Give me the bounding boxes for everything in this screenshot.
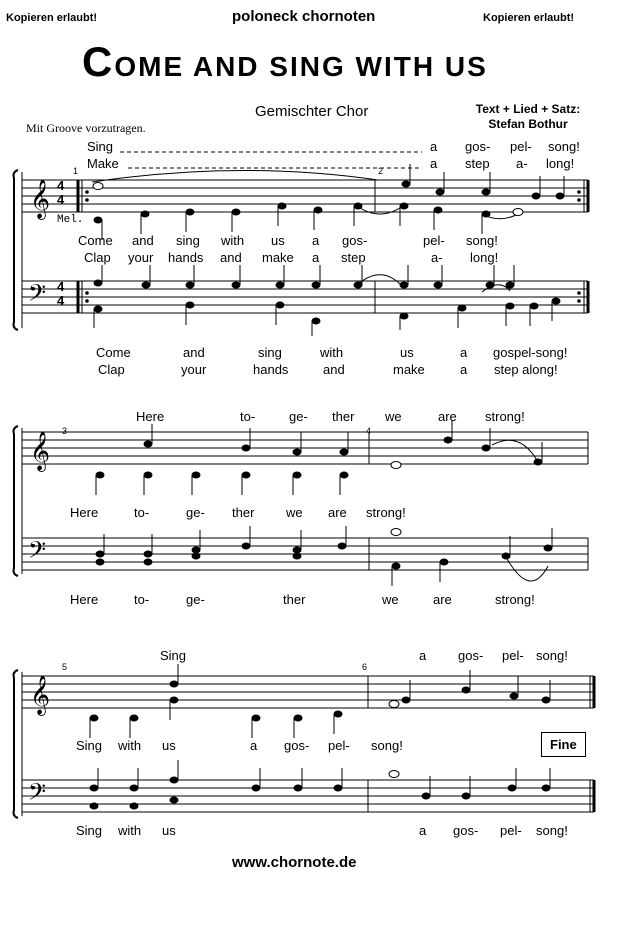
bass-lyric: with (320, 345, 344, 360)
fine-marker: Fine (541, 732, 586, 757)
soprano-lyric: are (438, 409, 457, 424)
measure-number: 3 (62, 426, 68, 436)
alto-lyric: pel- (423, 233, 445, 248)
alto-lyric: us (271, 233, 285, 248)
alto-lyric: ge- (186, 505, 205, 520)
alto-lyric: strong! (366, 505, 406, 520)
alto-lyric: we (286, 505, 303, 520)
soprano-lyric: Here (136, 409, 165, 424)
soprano-lyric: to- (240, 409, 256, 424)
alto-lyric: sing (176, 233, 200, 248)
copy-note-right: Kopieren erlaubt! (483, 12, 575, 24)
soprano-lyric: Make (87, 156, 119, 171)
soprano-lyric: we (385, 409, 402, 424)
bass-lyric: step along! (494, 362, 558, 377)
alto-lyric: with (118, 738, 142, 753)
bass-clef-3: 𝄢 (28, 778, 47, 811)
footer-url[interactable]: www.chornote.de (232, 854, 357, 871)
alto-lyric: a (312, 250, 320, 265)
bass-lyric: pel- (500, 823, 522, 838)
treble-clef-1: 𝄞 (30, 179, 51, 219)
alto-lyric: pel- (328, 738, 350, 753)
bass-lyric: Sing (76, 823, 103, 838)
time-sig-bottom: 4 (57, 293, 65, 308)
bass-lyric: a (419, 823, 427, 838)
notes-system-3 (90, 664, 550, 809)
alto-lyric: Sing (76, 738, 103, 753)
alto-lyric: a (250, 738, 258, 753)
measure-number: 5 (62, 662, 68, 672)
bass-lyric: your (181, 362, 207, 377)
alto-lyric: long! (470, 250, 499, 265)
time-sig-top: 4 (57, 279, 65, 294)
measure-number: 2 (378, 166, 384, 176)
bass-lyric: a (460, 362, 468, 377)
bass-lyric: strong! (495, 592, 535, 607)
bass-lyric: make (393, 362, 425, 377)
bass-lyric: a (460, 345, 468, 360)
title-rest: OME AND SING WITH US (114, 51, 488, 82)
alto-lyric: a (312, 233, 320, 248)
bass-lyric: and (183, 345, 205, 360)
time-signature-bass (57, 280, 64, 308)
alto-lyric: Here (70, 505, 99, 520)
bass-lyric: us (162, 823, 176, 838)
bass-clef-2: 𝄢 (28, 536, 47, 569)
alto-lyric: gos- (284, 738, 310, 753)
soprano-lyric: step (465, 156, 490, 171)
alto-lyric: Come (78, 233, 113, 248)
credit-line-2: Stefan Bothur (488, 117, 568, 131)
soprano-lyric: Sing (87, 139, 114, 154)
time-signature-treble (57, 179, 64, 207)
alto-lyric: a- (431, 250, 443, 265)
staff-2-treble (22, 432, 588, 464)
soprano-lyric: a (430, 139, 438, 154)
soprano-lyric: song! (536, 648, 568, 663)
treble-clef-3: 𝄞 (30, 675, 51, 715)
staff-3-treble (22, 676, 594, 708)
title-initial: C (82, 38, 115, 85)
alto-lyric: are (328, 505, 347, 520)
bass-lyric: ther (283, 592, 306, 607)
soprano-lyric: gos- (465, 139, 491, 154)
bass-lyric: with (118, 823, 142, 838)
alto-lyric: your (128, 250, 154, 265)
measure-number: 6 (362, 662, 368, 672)
soprano-lyric: ther (332, 409, 355, 424)
subtitle: Gemischter Chor (255, 103, 369, 120)
alto-lyric: and (132, 233, 154, 248)
soprano-lyric: a (419, 648, 427, 663)
bass-lyric: hands (253, 362, 289, 377)
bass-lyric: us (400, 345, 414, 360)
soprano-lyric: ge- (289, 409, 308, 424)
soprano-lyric: a (430, 156, 438, 171)
tempo-marking: Mit Groove vorzutragen. (26, 121, 146, 135)
alto-lyric: song! (371, 738, 403, 753)
bass-lyric: song! (536, 823, 568, 838)
bass-lyric: Clap (98, 362, 125, 377)
soprano-lyric: gos- (458, 648, 484, 663)
credit-line-1: Text + Lied + Satz: (475, 102, 581, 116)
alto-lyric: to- (134, 505, 150, 520)
alto-lyric: Clap (84, 250, 111, 265)
time-sig-top: 4 (57, 178, 65, 193)
treble-clef-2: 𝄞 (30, 431, 51, 471)
bass-clef-1: 𝄢 (28, 279, 47, 312)
alto-lyric: ther (232, 505, 255, 520)
bass-lyric: and (323, 362, 345, 377)
measure-number: 4 (366, 426, 372, 436)
bass-lyric: Come (96, 345, 131, 360)
copy-note-left: Kopieren erlaubt! (6, 12, 98, 24)
staff-3-bass (22, 780, 594, 812)
alto-lyric: and (220, 250, 242, 265)
staff-1-treble (22, 180, 588, 212)
alto-lyric: us (162, 738, 176, 753)
soprano-lyric: pel- (510, 139, 532, 154)
soprano-lyric: strong! (485, 409, 525, 424)
alto-lyric: with (221, 233, 245, 248)
alto-lyric: make (262, 250, 294, 265)
bass-lyric: ge- (186, 592, 205, 607)
alto-lyric: hands (168, 250, 204, 265)
bass-lyric: Here (70, 592, 99, 607)
soprano-lyric: a- (516, 156, 528, 171)
alto-lyric: song! (466, 233, 498, 248)
publisher-name: poloneck chornoten (232, 8, 376, 25)
soprano-lyric: song! (548, 139, 580, 154)
bass-lyric: to- (134, 592, 150, 607)
bass-lyric: sing (258, 345, 282, 360)
soprano-lyric: Sing (160, 648, 187, 663)
soprano-lyric: long! (546, 156, 575, 171)
bass-lyric: are (433, 592, 452, 607)
alto-lyric: gos- (342, 233, 368, 248)
bass-lyric: gos- (453, 823, 479, 838)
notes-system-2 (96, 420, 552, 586)
bass-lyric: we (382, 592, 399, 607)
soprano-lyric: pel- (502, 648, 524, 663)
time-sig-bottom: 4 (57, 192, 65, 207)
measure-number: 1 (73, 166, 79, 176)
bass-lyric: gospel-song! (493, 345, 568, 360)
melody-label: Mel. (57, 214, 84, 226)
alto-lyric: step (341, 250, 366, 265)
